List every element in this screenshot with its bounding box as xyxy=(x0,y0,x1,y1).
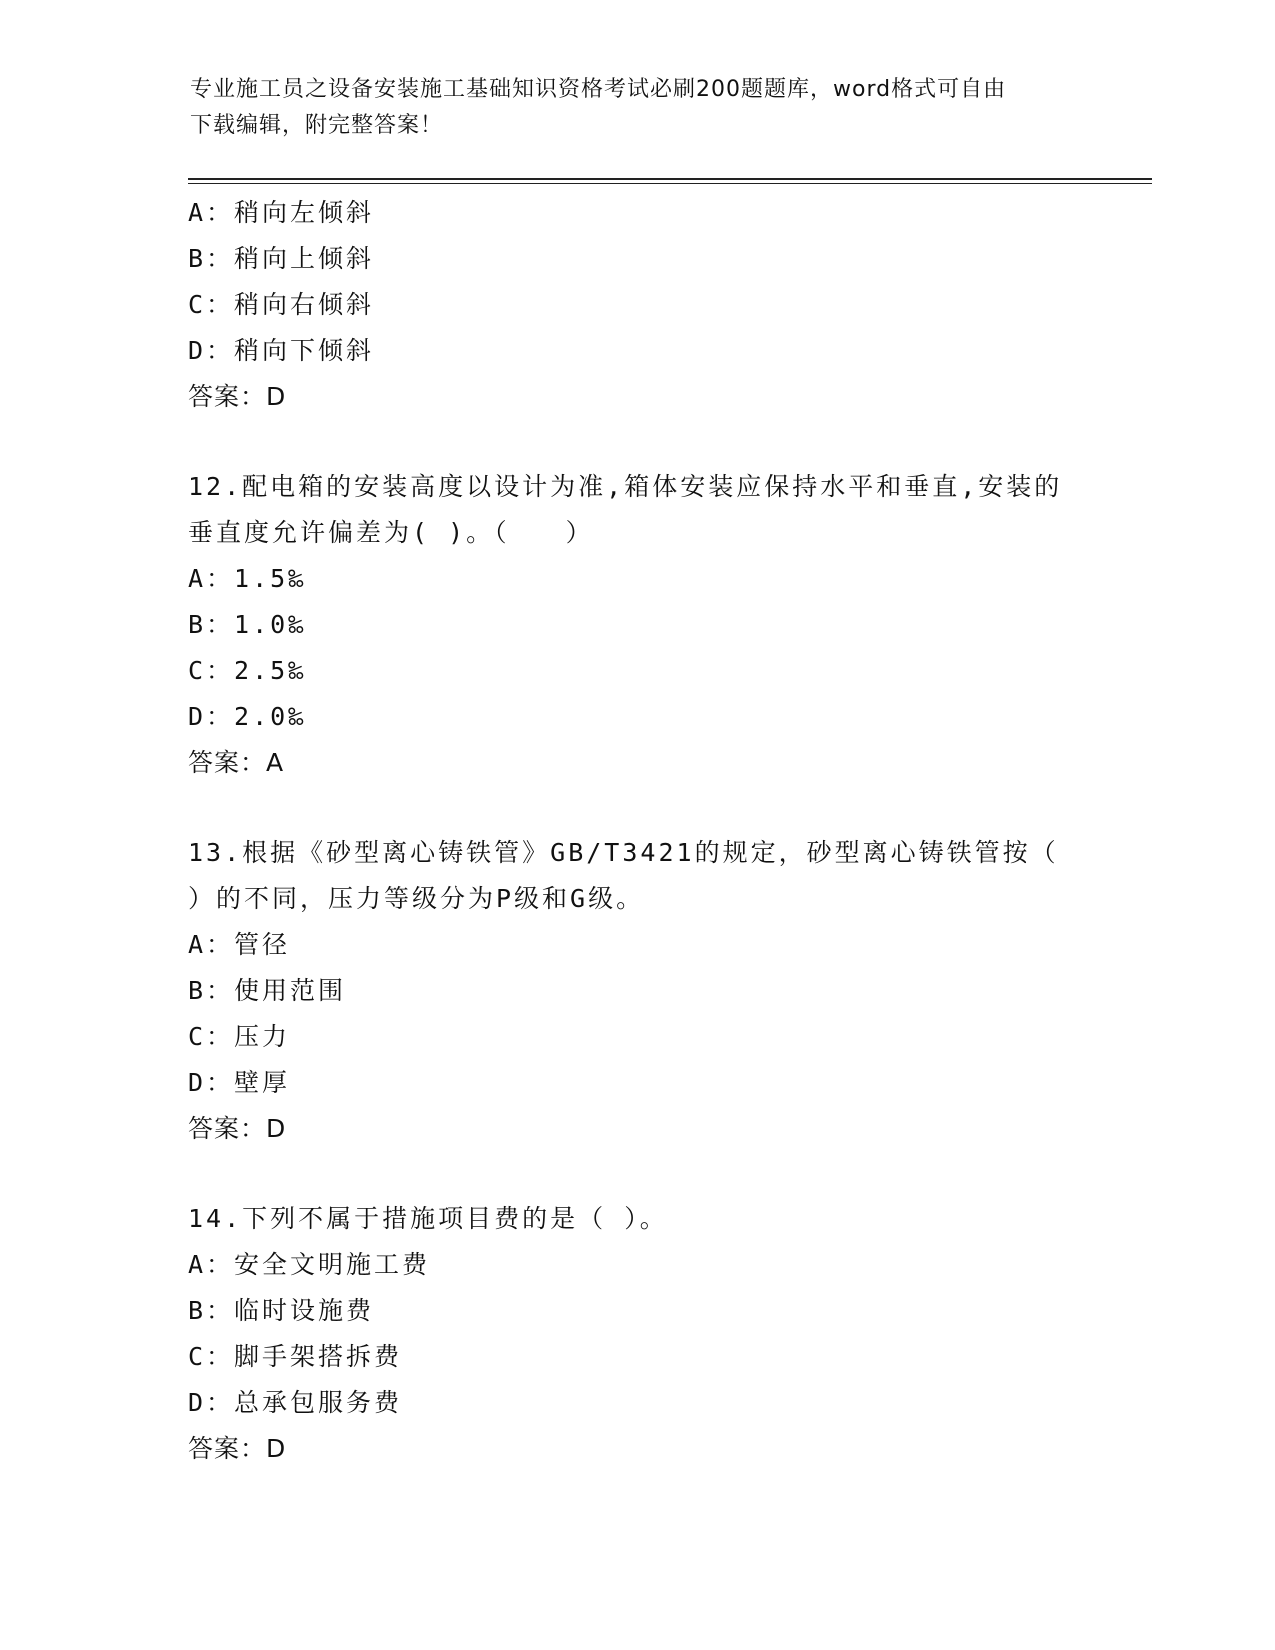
question-stem-line-1: 12.配电箱的安装高度以设计为准,箱体安装应保持水平和垂直,安装的 xyxy=(188,472,1063,501)
question-11 xyxy=(188,190,1152,420)
option-c: C：压力 xyxy=(188,1022,291,1051)
question-stem-line-1: 14.下列不属于措施项目费的是（ ）。 xyxy=(188,1204,668,1233)
option-b: B：稍向上倾斜 xyxy=(188,244,375,273)
option-c: C：脚手架搭拆费 xyxy=(188,1342,403,1371)
page-header xyxy=(190,72,1070,144)
option-d: D：稍向下倾斜 xyxy=(188,336,375,365)
answer: 答案：D xyxy=(188,382,287,411)
option-a: A：管径 xyxy=(188,930,291,959)
question-14 xyxy=(188,1196,1152,1472)
option-d: D：壁厚 xyxy=(188,1068,291,1097)
option-c: C：2.5‰ xyxy=(188,656,307,685)
option-c: C：稍向右倾斜 xyxy=(188,290,375,319)
option-a: A：安全文明施工费 xyxy=(188,1250,431,1279)
option-b: B：使用范围 xyxy=(188,976,347,1005)
option-b: B：临时设施费 xyxy=(188,1296,375,1325)
answer: 答案：D xyxy=(188,1114,287,1143)
option-d: D：总承包服务费 xyxy=(188,1388,403,1417)
question-stem-line-2: 垂直度允许偏差为( )。（ ） xyxy=(188,518,594,547)
option-d: D：2.0‰ xyxy=(188,702,307,731)
header-line-2: 下载编辑，附完整答案！ xyxy=(190,113,444,138)
question-content xyxy=(188,190,1152,1472)
header-rule-thin xyxy=(188,183,1152,184)
header-line-1: 专业施工员之设备安装施工基础知识资格考试必刷200题题库，word格式可自由 xyxy=(190,77,1007,102)
option-a: A：稍向左倾斜 xyxy=(188,198,375,227)
answer: 答案：D xyxy=(188,1434,287,1463)
question-13 xyxy=(188,830,1152,1152)
question-12 xyxy=(188,464,1152,786)
header-rule-thick xyxy=(188,178,1152,180)
option-b: B：1.0‰ xyxy=(188,610,307,639)
question-stem-line-1: 13.根据《砂型离心铸铁管》GB/T3421的规定，砂型离心铸铁管按（ xyxy=(188,838,1059,867)
question-stem-line-2: ）的不同，压力等级分为P级和G级。 xyxy=(188,884,645,913)
option-a: A：1.5‰ xyxy=(188,564,307,593)
answer: 答案：A xyxy=(188,748,285,777)
